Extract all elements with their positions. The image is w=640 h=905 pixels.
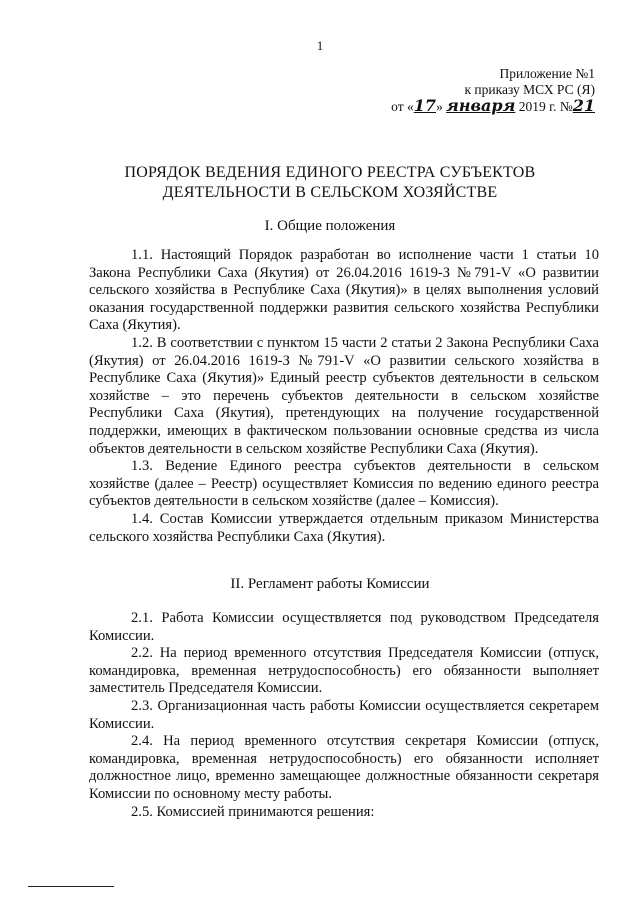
date-mid: » — [436, 99, 443, 114]
order-number-handwritten: 21 — [572, 96, 595, 115]
date-year: 2019 г. № — [518, 99, 573, 114]
paragraph-2-5: 2.5. Комиссией принимаются решения: — [131, 803, 375, 820]
paragraph-1-2: 1.2. В соответствии с пунктом 15 части 2 статьи 2 Закона Республики Саха (Якутия) от 26.04.2016 1619-З №791-V «О развитии сельского хозяйства в Республике Саха (Якутия)» Единый реестр субъектов деятельности в сельском хозяйстве – это перечень субъектов деятельности в сельском хозяйстве Республики Саха (Якутия), претендующих на получение государственной поддержки, имеющих в фактическом пользовании основные средства из числа объектов деятельности в сельском хозяйстве Республики Саха (Якутия). — [89, 334, 599, 457]
paragraph-2-3: 2.3. Организационная часть работы Комиссии осуществляется секретарем Комиссии. — [89, 697, 599, 732]
paragraph-1-3: 1.3. Ведение Единого реестра субъектов деятельности в сельском хозяйстве (далее – Реестр) осуществляет Комиссия по ведению единого реестра субъектов деятельности в сельском хозяйстве (далее – Комиссия). — [89, 458, 599, 510]
section-2-body — [89, 610, 599, 821]
appendix-header — [335, 66, 595, 115]
paragraph-2-1: 2.1. Работа Комиссии осуществляется под руководством Председателя Комиссии. — [89, 610, 599, 644]
paragraph-1-4: 1.4. Состав Комиссии утверждается отдельным приказом Министерства сельского хозяйства Республики Саха (Якутия). — [89, 510, 599, 545]
footnote-divider — [28, 886, 114, 887]
section-1-heading: I. Общие положения — [264, 218, 396, 234]
title-line-2: ДЕЯТЕЛЬНОСТИ В СЕЛЬСКОМ ХОЗЯЙСТВЕ — [162, 184, 498, 201]
paragraph-2-4: 2.4. На период временного отсутствия секретаря Комиссии (отпуск, командировка, временная нетрудоспособность) его обязанности исполняет должностное лицо, временно замещающее должностные обязанности секретаря Комиссии по основному месту работы. — [89, 733, 599, 802]
paragraph-1-1: 1.1. Настоящий Порядок разработан во исполнение части 1 статьи 10 Закона Республики Саха (Якутия) от 26.04.2016 1619-З №791-V «О развитии сельского хозяйства в Республике Саха (Якутия)» в целях выполнения условий оказания государственной поддержки развития сельского хозяйства Республики Саха (Якутия). — [89, 247, 599, 334]
order-reference: к приказу МСХ РС (Я) — [464, 82, 595, 97]
order-date-line — [335, 98, 595, 115]
date-day-handwritten: 17 — [413, 96, 436, 115]
appendix-label: Приложение №1 — [499, 66, 595, 81]
title-line-1: ПОРЯДОК ВЕДЕНИЯ ЕДИНОГО РЕЕСТРА СУБЪЕКТОВ — [124, 164, 536, 181]
page-number: 1 — [316, 38, 324, 53]
section-2-heading: II. Регламент работы Комиссии — [230, 576, 430, 592]
paragraph-2-2: 2.2. На период временного отсутствия Председателя Комиссии (отпуск, командировка, временная нетрудоспособность) его обязанности выполняет заместитель Председателя Комиссии. — [89, 645, 599, 697]
date-prefix: от « — [391, 99, 414, 114]
date-month-handwritten: января — [446, 96, 516, 115]
section-1-body — [89, 247, 599, 546]
document-title — [60, 163, 600, 203]
